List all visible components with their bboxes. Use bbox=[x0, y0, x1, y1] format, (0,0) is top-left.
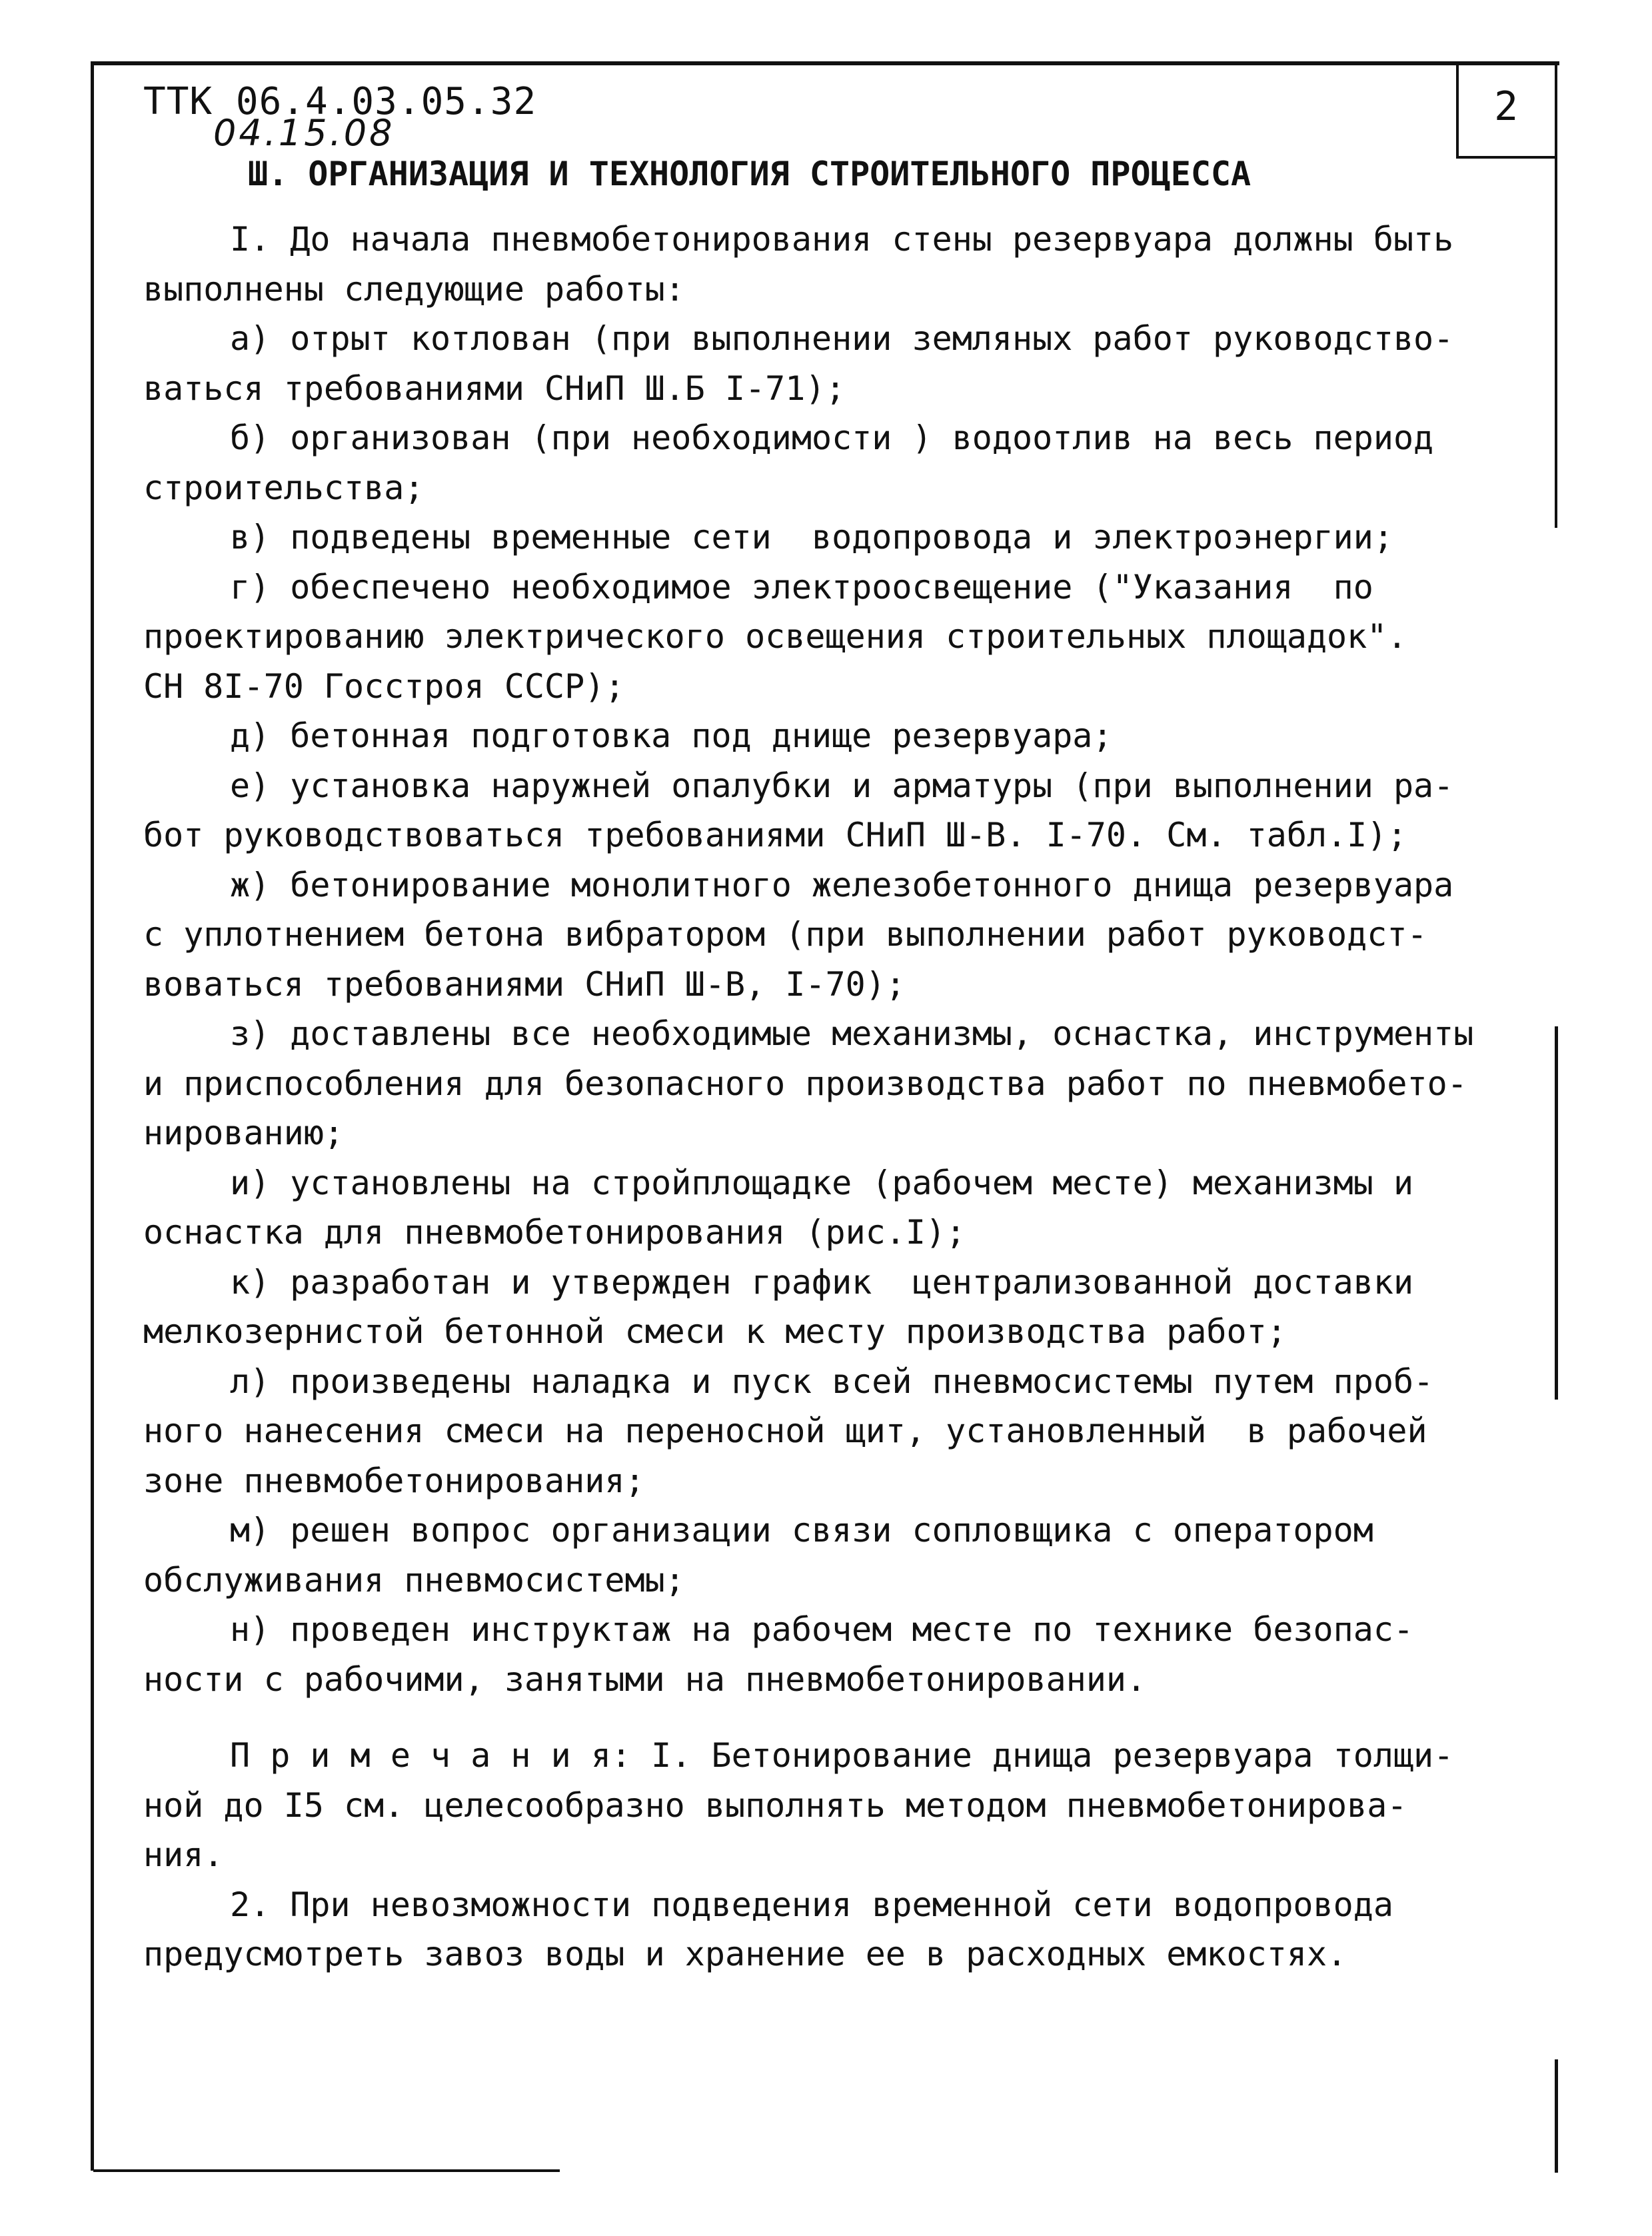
note-line: ной до I5 см. целесообразно выполнять методом пневмобетонирова- bbox=[143, 1785, 1407, 1825]
handwritten-code: 04.15.08 bbox=[213, 112, 395, 154]
text-line: а) отрыт котлован (при выполнении земляных работ руководство- bbox=[230, 319, 1454, 358]
document-code: ТТК 06.4.03.05.32 bbox=[143, 80, 537, 123]
text-line: к) разработан и утвержден график централизованной доставки bbox=[230, 1262, 1414, 1302]
page-number-box bbox=[1456, 64, 1459, 157]
text-line: ж) бетонирование монолитного железобетонного днища резервуара bbox=[230, 865, 1454, 904]
frame-right-border bbox=[1555, 1026, 1558, 1400]
text-line: ности с рабочими, занятыми на пневмобетонировании. bbox=[143, 1660, 1147, 1699]
text-line: е) установка наружней опалубки и арматуры (при выполнении ра- bbox=[230, 766, 1454, 805]
text-line: строительства; bbox=[143, 468, 424, 507]
note-line: предусмотреть завоз воды и хранение ее в расходных емкостях. bbox=[143, 1935, 1347, 1973]
text-line: обслуживания пневмосистемы; bbox=[143, 1560, 685, 1600]
text-line: м) решен вопрос организации связи сопловщика с оператором bbox=[230, 1511, 1373, 1550]
frame-top-border bbox=[93, 61, 1559, 65]
frame-left-border bbox=[91, 61, 94, 2171]
section-title: Ш. ОРГАНИЗАЦИЯ И ТЕХНОЛОГИЯ СТРОИТЕЛЬНОГО ПРОЦЕССА bbox=[248, 155, 1251, 193]
text-line: ного нанесения смеси на переносной щит, установленный в рабочей bbox=[143, 1412, 1427, 1450]
text-line: и приспособления для безопасного производства работ по пневмобето- bbox=[143, 1064, 1467, 1103]
text-line: б) организован (при необходимости ) водоотлив на весь период bbox=[230, 419, 1434, 457]
text-line: оснастка для пневмобетонирования (рис.I); bbox=[143, 1213, 966, 1252]
text-line: нированию; bbox=[143, 1114, 345, 1152]
text-line: проектированию электрического освещения строительных площадок". bbox=[143, 617, 1407, 656]
note-line: ния. bbox=[143, 1835, 224, 1874]
frame-right-border bbox=[1555, 2059, 1558, 2173]
text-line: д) бетонная подготовка под днище резервуара; bbox=[230, 716, 1113, 755]
text-line: бот руководствоваться требованиями СНиП Ш-В. I-70. См. табл.I); bbox=[143, 816, 1407, 854]
text-line: воваться требованиями СНиП Ш-В, I-70); bbox=[143, 964, 906, 1004]
page-number: 2 bbox=[1493, 83, 1519, 130]
text-line: выполнены следующие работы: bbox=[143, 269, 685, 309]
note-line: П р и м е ч а н и я: I. Бетонирование днища резервуара толщи- bbox=[230, 1736, 1454, 1775]
document-body bbox=[143, 215, 1543, 1979]
text-line: н) проведен инструктаж на рабочем месте по технике безопас- bbox=[230, 1610, 1414, 1649]
text-line: зоне пневмобетонирования; bbox=[143, 1461, 645, 1500]
text-line: в) подведены временные сети водопровода и электроэнергии; bbox=[230, 518, 1393, 557]
text-line: с уплотнением бетона вибратором (при выполнении работ руководст- bbox=[143, 915, 1427, 954]
text-line: ваться требованиями СНиП Ш.Б I-71); bbox=[143, 369, 846, 408]
text-line: з) доставлены все необходимые механизмы, оснастка, инструменты bbox=[230, 1014, 1474, 1053]
frame-right-border bbox=[1555, 61, 1557, 528]
text-line: СН 8I-70 Госстроя СССР); bbox=[143, 666, 625, 706]
text-line: мелкозернистой бетонной смеси к месту производства работ; bbox=[143, 1312, 1287, 1351]
note-line: 2. При невозможности подведения временной сети водопровода bbox=[230, 1885, 1393, 1924]
frame-bottom-border bbox=[93, 2169, 560, 2172]
text-line: г) обеспечено необходимое электроосвещение ("Указания по bbox=[230, 567, 1373, 606]
page-number-box bbox=[1456, 156, 1556, 159]
text-line: и) установлены на стройплощадке (рабочем месте) механизмы и bbox=[230, 1163, 1414, 1202]
text-line: л) произведены наладка и пуск всей пневмосистемы путем проб- bbox=[230, 1362, 1434, 1401]
paragraph-gap bbox=[143, 1704, 1543, 1731]
text-line: I. До начала пневмобетонирования стены резервуара должны быть bbox=[230, 220, 1454, 259]
